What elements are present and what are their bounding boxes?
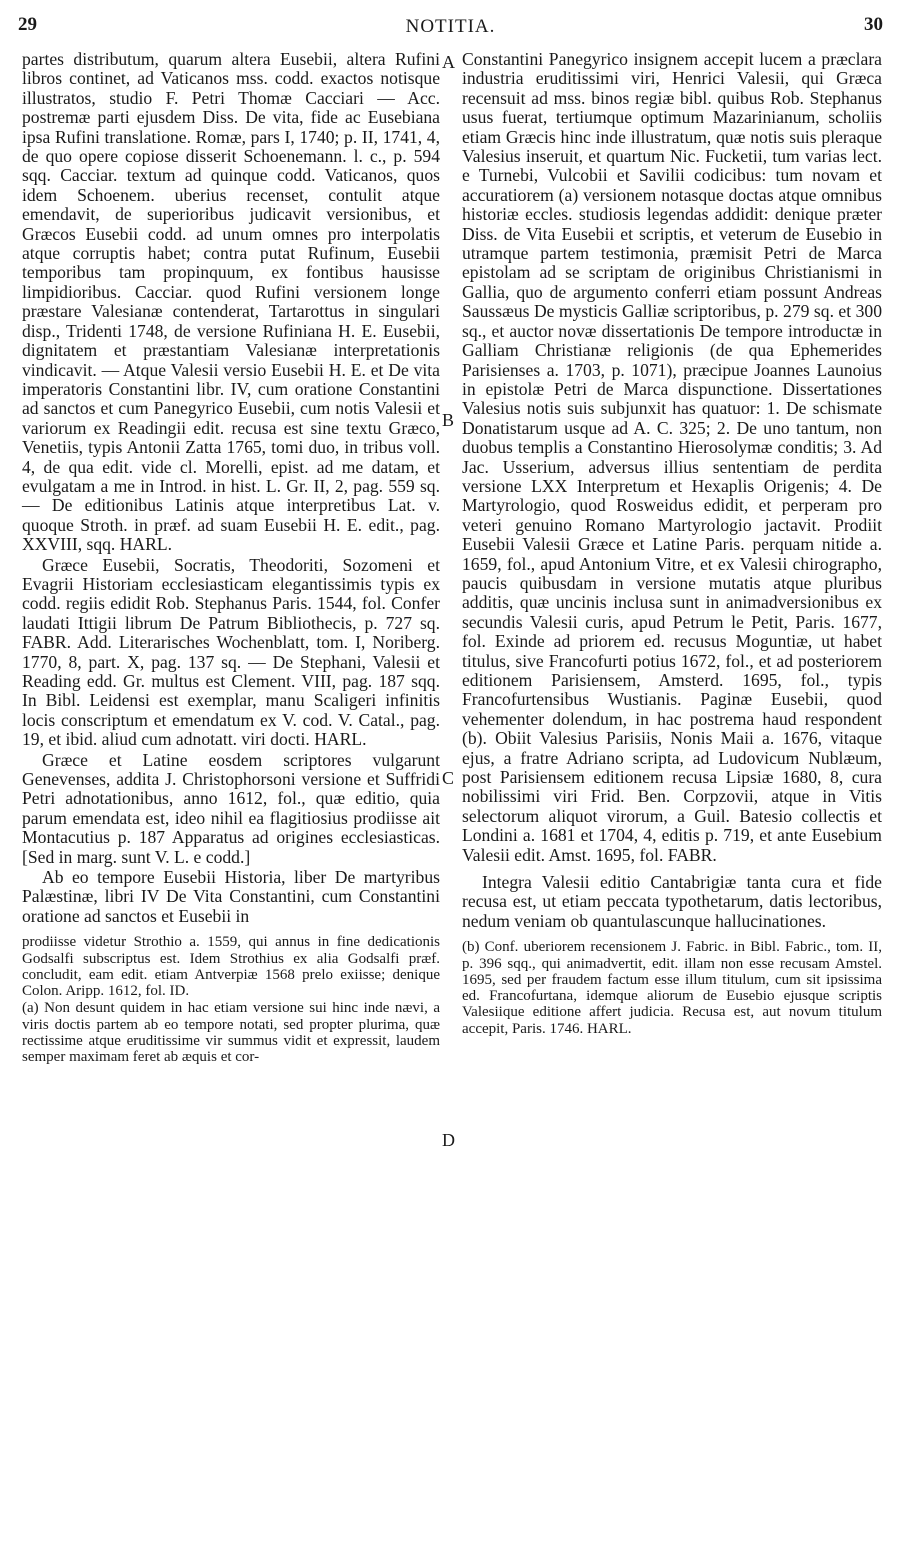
- right-column: [462, 50, 882, 1037]
- margin-mark-c: C: [442, 768, 455, 788]
- left-paragraph-2: Græce Eusebii, Socratis, Theodoriti, Sozomeni et Evagrii Historiam ecclesiasticam elegantissimis typis ex codd. regiis edidit Rob. Stephanus Paris. 1544, fol. Confer laudati Ittigii librum De Patrum Bibliothecis, p. 727 sq. FABR. Add. Literarisches Wochenblatt, tom. I, Noriberg. 1770, 8, part. X, pag. 137 sq. — De Stephani, Valesii et Reading edd. Gr. multus est Clement. VIII, pag. 187 sqq. In Bibl. Leidensi est exemplar, manu Scaligeri infinitis locis conscriptum et emendatum ex V. cod. V. Catal., pag. 19, et ibid. aliud cum adnotatt. viri docti. HARL.: [22, 554, 440, 750]
- left-footnote-2: (a) Non desunt quidem in hac etiam versione sui hinc inde nævi, a viris doctis partem ab eo tempore notati, sed propter plurima, quæ rectissime atque eruditissime vir summus vidit et expressit, laudem semper maximam feret ab æquis et cor-: [22, 1000, 440, 1066]
- left-paragraph-3: Græce et Latine eosdem scriptores vulgarunt Genevenses, addita J. Christophorsoni versione et Suffridi Petri adnotationibus, anno 1612, fol., quæ editio, quia parum emendata est, ideo nihil ea flagitiosius prodiisse ait Montacutius p. 187 Apparatus ad origines ecclesiasticas. [Sed in marg. sunt V. L. e codd.]: [22, 749, 440, 867]
- left-column: [22, 50, 440, 1066]
- running-title: NOTITIA.: [405, 16, 496, 37]
- page-number-right: 30: [864, 14, 883, 35]
- right-footnote-1: (b) Conf. uberiorem recensionem J. Fabric. in Bibl. Fabric., tom. II, p. 396 sqq., qui animadvertit, edit. illam non esse recusam Amstel. 1695, sed per fraudem factum esse illum titulum, cum sit ipsissima ed. Francofurtana, idemque aliorum de Eusebio ejusque scriptis Valesiique editione affert judicia. Recusa est, aut novum titulum accepit, Paris. 1746. HARL.: [462, 939, 882, 1037]
- margin-mark-b: B: [442, 410, 455, 430]
- right-paragraph-2: Integra Valesii editio Cantabrigiæ tanta cura et fide recusa est, ut etiam peccata typothetarum, datis lectoribus, nedum veniam ob quantulascunque hallucinationes.: [462, 872, 882, 931]
- margin-mark-a: A: [442, 52, 455, 72]
- margin-mark-d: D: [442, 1130, 455, 1150]
- right-paragraph-1: Constantini Panegyrico insignem accepit lucem a præclara industria eruditissimi viri, Henrici Valesii, qui Græca recensuit ad mss. binos regiæ bibl. quibus Rob. Stephanus usus fuerat, tertiumque optimum Mazarinianum, scholiis etiam Græcis hinc inde illustratum, quæ notis suis pleraque Valesius inseruit, et quartum Nic. Fucketii, tum varias lect. e Turnebi, Vulcobii et Savilii codicibus: tum novam et accuratiorem (a) versionem notasque doctas atque omnibus historiæ eccles. studiosis legendas addidit: denique præter Diss. de Vita Eusebii et scriptis, et veterum de Eusebio in utramque partem testimonia, præmisit Petri de Marca epistolam ad se scriptam de originibus Christianismi in Gallia, quo de argumento conferri etiam possunt Andreas Saussæus De mysticis Galliæ scriptoribus, p. 279 sq. et 300 sq., et auctor novæ dissertationis De tempore introductæ in Galliam Christianæ religionis (de qua Ephemerides Parisienses a. 1703, p. 1071), præcipue Joannes Launoius in epistolæ Petri de Marca dispunctione. Dissertationes Valesius notis suis subjunxit has quatuor: 1. De schismate Donatistarum usque ad A. C. 325; 2. De uno tantum, non duobus templis a Constantino Hierosolymæ conditis; 3. Ad Jac. Usserium, adversus illius sententiam de perdita versione LXX Interpretum et Hexaplis Origenis; 4. De Martyrologio, quod Rosweidus edidit, et perperam pro veteri genuino Romano Martyrologio jactavit. Prodiit Eusebii Valesii Græce et Latine Paris. perquam nitide a. 1659, fol., apud Antonium Vitre, et ex Valesii chirographo, paucis quibusdam in versione mutatis atque pluribus additis, quæ uncinis inclusa sunt in animadversionibus ex secundis Valesii curis, apud Petrum le Petit, Paris. 1677, fol. Exinde ad priorem ed. recusus Moguntiæ, ut habet titulus, sive Francofurti potius 1672, fol., et ad posteriorem editionem Parisiensem, Amsterd. 1695, fol., typis Francofurtensibus Wustianis. Paginæ Eusebii, quod vehementer dolendum, in hac postrema haud respondent (b). Obiit Valesius Parisiis, Nonis Maii a. 1676, vitaque ejus, a fratre Adriano scripta, ad Ludovicum Nublæum, post Parisiensem editionem recusa Lipsiæ 1680, 8, cura nobilissimi viri Frid. Ben. Corpzovii, atque in Vitis selectorum aliquot virorum, a Guil. Batesio collectis et Londini a. 1681 et 1704, 4, editis p. 719, et ante Eusebium Valesii edit. Amst. 1695, fol. FABR.: [462, 49, 882, 865]
- page-number-left: 29: [18, 14, 37, 35]
- left-paragraph-1: partes distributum, quarum altera Eusebii, altera Rufini libros continet, ad Vaticanos mss. codd. exactos notisque illustratos, studio F. Petri Thomæ Cacciari — Acc. postremæ parti ejusdem Diss. De vita, fide ac Eusebiana ipsa Rufini translatione. Romæ, pars I, 1740; p. II, 1741, 4, de quo opere copiose disserit Schoenemann. l. c., p. 594 sqq. Cacciar. textum ad quinque codd. Vaticanos, quos idem Schoenem. uberius recenset, contulit atque emendavit, de superioribus judicavit versionibus, et Græcos Eusebii codd. ad unum omnes pro interpolatis atque corruptis habet; contra putat Rufinum, Eusebii temporibus tam propinquum, ex fontibus hausisse limpidioribus. Cacciar. quod Rufini versionem longe præstare Valesianæ contenderat, Tartarottus in singulari disp., Tridenti 1748, de versione Rufiniana H. E. Eusebii, dignitatem et præstantiam Valesianæ interpretationis vindicavit. — Atque Valesii versio Eusebii H. E. et De vita imperatoris Constantini libr. IV, cum oratione Constantini ad sanctos et cum Panegyrico Eusebii, cum notis Valesii et variorum ex Readingii edit. recusa est sine textu Græco, Venetiis, typis Antonii Zatta 1765, tomi duo, in tribus voll. 4, de qua edit. vide cl. Morelli, epist. ad me datam, et evulgatam a me in Introd. in hist. L. Gr. II, 2, pag. 559 sq. — De editionibus Latinis atque interpretibus Lat. v. quoque Stroth. in præf. ad suam Eusebii H. E. edit., pag. XXVIII, sqq. HARL.: [22, 49, 440, 555]
- left-paragraph-4: Ab eo tempore Eusebii Historia, liber De martyribus Palæstinæ, libri IV De Vita Constantini, cum Constantini oratione ad sanctos et Eusebii in: [22, 867, 440, 926]
- page-header: [0, 6, 901, 46]
- left-footnote-1: prodiisse videtur Strothio a. 1559, qui annus in fine dedicationis Godsalfi subscriptus est. Idem Strothius ex alia Godsalfi præf. concludit, eam edit. etiam Antverpiæ 1568 prelo exiisse; denique Colon. Aripp. 1612, fol. ID.: [22, 934, 440, 1000]
